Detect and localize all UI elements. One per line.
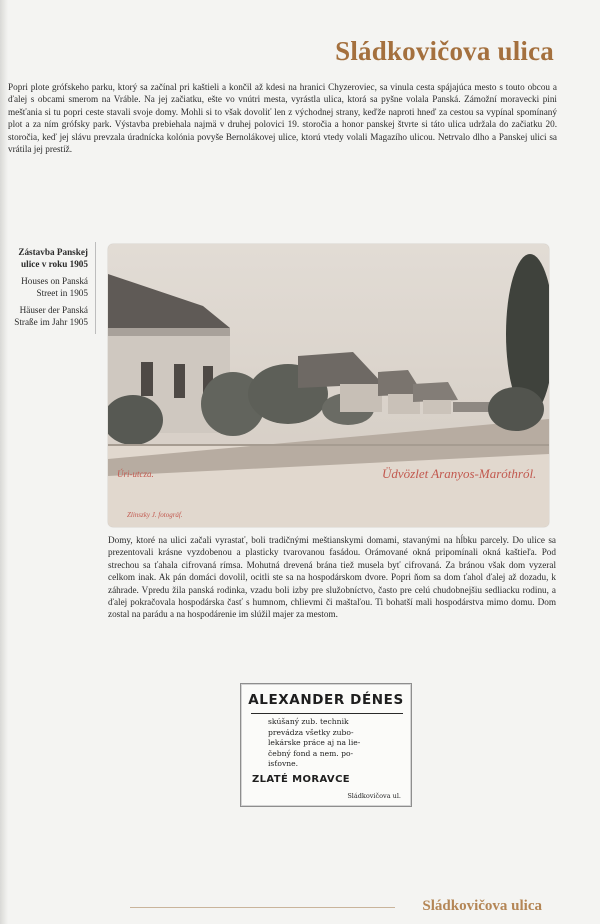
postcard-street-scene bbox=[108, 244, 549, 527]
photo-caption bbox=[8, 247, 88, 328]
footer-rule bbox=[130, 907, 395, 908]
ad-address: Sládkovičova ul. bbox=[347, 792, 401, 800]
body-paragraph: Domy, ktoré na ulici začali vyrastať, boli tradičnými meštianskymi domami, stavanými na hĺbku parcely. Do ulice sa prezentovali krásne vyzdobenou a plasticky tvarovanou fasádou. Orámované okná pripomínali okná kaštieľa. Pod strechou sa ťahala cifrovaná rímsa. Mohutná drevená brána tiež musela byť cifrovaná. Za bránou však dom vyzeral celkom inak. Ak pán domáci dovolil, ocitli ste sa na hospodárskom dvore. Popri ňom sa dom ťahol ďalej až dozadu, k záhrade. Vpredu žila panská rodinka, vzadu boli izby pre služobníctvo, často pre celú chudobnejšiu sedliacku rodinu, a ďalej pokračovala hospodárska časť s humnom, chlievmi či maštaľou. Ti bohatší mali hospodárstva mimo domu. Dom zostal na parádu a na hospodárenie im slúžil majer za mestom. bbox=[108, 535, 556, 620]
ad-line: prevádza všetky zubo- bbox=[268, 727, 354, 737]
ad-line: skúšaný zub. technik bbox=[268, 717, 349, 726]
running-footer: Sládkovičova ulica bbox=[422, 898, 542, 914]
ad-line: lekárske práce aj na lie- bbox=[268, 738, 361, 748]
page-gutter-shadow bbox=[0, 0, 8, 924]
intro-paragraph: Popri plote grófskeho parku, ktorý sa začínal pri kaštieli a končil až kdesi na hranici Chyzeroviec, sa vinula cesta spájajúca mesto s touto obcou a ďalej s obcami smerom na Vráble. Na jej začiatku, ešte vo vnútri mesta, vyrástla ulica, ktorá sa pyšne volala Panská. Zámožní moravecki pini mešťania si tu popri ceste stavali svoje domy. Mohli si to však dovoliť len z východnej strany, keďže naproti hneď za cestou sa vypínal spomínaný plot a za ním grófsky park. Výstavba prebiehala najmä v druhej polovici 19. storočia a honor panskej štvrte si táto ulica udržala do začiatku 20. storočia, keď jej slávu prevzala úradnícka kolónia povyše Bernolákovej ulice, ktorú vtedy volali Magazího ulicou. Netrvalo dlho a Panskej ulici sa vrátila jej prestíž. bbox=[8, 82, 557, 155]
historic-postcard-photo bbox=[108, 244, 549, 527]
caption-slovak: Zástavba Panskej ulice v roku 1905 bbox=[18, 247, 88, 269]
caption-divider bbox=[95, 242, 96, 334]
caption-english: Houses on Panská Street in 1905 bbox=[21, 276, 88, 298]
postcard-photographer: Zlinszky J. fotográf. bbox=[127, 511, 183, 519]
ad-city: ZLATÉ MORAVCE bbox=[252, 774, 351, 785]
page-title: Sládkovičova ulica bbox=[335, 36, 554, 66]
historic-advertisement bbox=[240, 683, 412, 807]
postcard-street-label: Úri-utcza. bbox=[117, 469, 154, 479]
ad-line: isťovne. bbox=[268, 759, 299, 769]
ad-business-name: ALEXANDER DÉNES bbox=[248, 692, 404, 708]
ad-line: čebný fond a nem. po- bbox=[268, 748, 354, 758]
postcard-greeting: Üdvözlet Aranyos-Maróthról. bbox=[382, 466, 537, 481]
ad-description bbox=[268, 717, 398, 770]
caption-german: Häuser der Panská Straße im Jahr 1905 bbox=[14, 305, 88, 327]
ad-divider bbox=[251, 713, 403, 714]
